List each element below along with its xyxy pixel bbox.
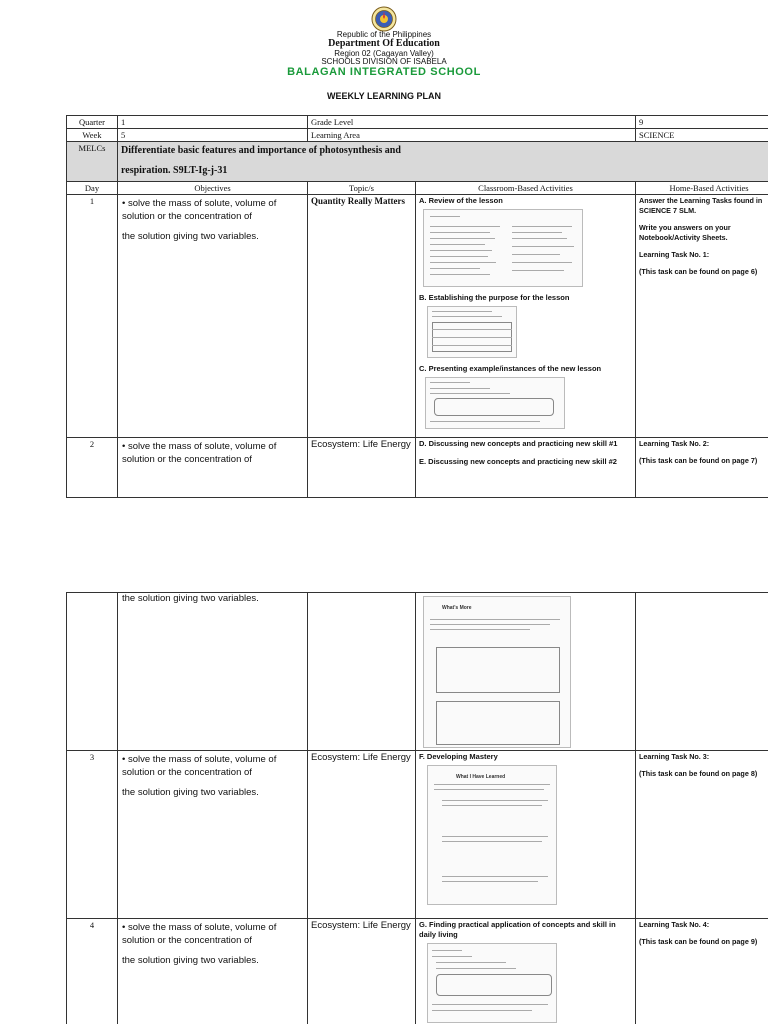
learning-task-page: (This task can be found on page 6) <box>639 267 758 276</box>
home-activities-cell <box>636 919 768 1024</box>
region-line: Region 02 (Cagayan Valley) <box>334 49 434 58</box>
table-row <box>67 438 768 498</box>
department-line: Department Of Education <box>328 38 440 49</box>
table-row <box>67 593 768 751</box>
activity-g: G. Finding practical application of concepts and skill in daily living <box>419 920 616 939</box>
col-day: Day <box>67 182 118 195</box>
activity-a: A. Review of the lesson <box>419 196 503 205</box>
melcs-line-2: respiration. S9LT-Ig-j-31 <box>121 165 228 176</box>
classroom-activities-cell <box>416 195 636 438</box>
objectives-cell <box>118 195 308 438</box>
melcs-line-1: Differentiate basic features and importance of photosynthesis and <box>121 145 401 156</box>
purpose-thumbnail <box>427 306 517 358</box>
home-instruction-2: Write you answers on your Notebook/Activity Sheets. <box>639 223 731 242</box>
classroom-activities-cell <box>416 919 636 1024</box>
learning-task-label: Learning Task No. 1: <box>639 250 710 259</box>
classroom-activities-cell <box>416 438 636 498</box>
col-classroom: Classroom-Based Activities <box>416 182 636 195</box>
whats-more-thumbnail <box>423 596 571 748</box>
activity-b: B. Establishing the purpose for the lesson <box>419 293 570 302</box>
objective-text: • solve the mass of solute, volume of solution or the concentration of <box>122 198 277 222</box>
objectives-cell <box>118 751 308 919</box>
col-home: Home-Based Activities <box>636 182 768 195</box>
deped-seal-icon <box>371 6 397 32</box>
school-name: BALAGAN INTEGRATED SCHOOL <box>287 66 481 78</box>
objectives-cell <box>118 919 308 1024</box>
weekly-plan-table-part1 <box>66 115 768 498</box>
learning-task-page: (This task can be found on page 8) <box>639 769 758 778</box>
day-number: 1 <box>67 195 118 438</box>
col-topics: Topic/s <box>308 182 416 195</box>
column-header-row <box>67 182 768 195</box>
objective-text: • solve the mass of solute, volume of solution or the concentration of <box>122 922 277 946</box>
home-activities-cell <box>636 195 768 438</box>
topic-cell: Ecosystem: Life Energy <box>308 751 416 919</box>
week-label: Week <box>67 129 118 142</box>
learning-task-label: Learning Task No. 4: <box>639 920 710 929</box>
activity-d: D. Discussing new concepts and practicing new skill #1 <box>419 439 618 448</box>
what-i-have-learned-title: What I Have Learned <box>456 774 506 780</box>
whats-more-title: What's More <box>442 605 472 611</box>
home-activities-cell <box>636 438 768 498</box>
objective-text-2: the solution giving two variables. <box>122 787 259 798</box>
learning-task-page: (This task can be found on page 9) <box>639 937 758 946</box>
objective-text-2: the solution giving two variables. <box>122 955 259 966</box>
col-objectives: Objectives <box>118 182 308 195</box>
application-thumbnail <box>427 943 557 1023</box>
classroom-activities-cell <box>416 751 636 919</box>
home-activities-cell <box>636 751 768 919</box>
republic-line: Republic of the Philippines <box>336 30 432 39</box>
day-number: 4 <box>67 919 118 1024</box>
weekly-plan-table-part2 <box>66 592 768 1024</box>
topic-cell: Ecosystem: Life Energy <box>308 438 416 498</box>
activity-e: E. Discussing new concepts and practicing new skill #2 <box>419 457 617 466</box>
learning-task-label: Learning Task No. 2: <box>639 439 710 448</box>
classroom-activities-cell <box>416 593 636 751</box>
learning-task-page: (This task can be found on page 7) <box>639 456 758 465</box>
day-number: 2 <box>67 438 118 498</box>
week-value: 5 <box>118 129 308 142</box>
melcs-text <box>118 142 768 182</box>
review-thumbnail <box>423 209 583 287</box>
topic-cell: Ecosystem: Life Energy <box>308 919 416 1024</box>
grade-value: 9 <box>636 116 768 129</box>
learning-task-label: Learning Task No. 3: <box>639 752 710 761</box>
activity-c: C. Presenting example/instances of the new lesson <box>419 364 602 373</box>
activity-f: F. Developing Mastery <box>419 752 498 761</box>
quarter-value: 1 <box>118 116 308 129</box>
objectives-cell: the solution giving two variables. <box>118 593 308 751</box>
melcs-label: MELCs <box>67 142 118 182</box>
home-instruction-1: Answer the Learning Tasks found in SCIENCE 7 SLM. <box>639 196 763 215</box>
objectives-cell: • solve the mass of solute, volume of solution or the concentration of <box>118 438 308 498</box>
quarter-label: Quarter <box>67 116 118 129</box>
topic-cell: Quantity Really Matters <box>308 195 416 438</box>
area-label: Learning Area <box>308 129 636 142</box>
example-thumbnail <box>425 377 565 429</box>
area-value: SCIENCE <box>636 129 768 142</box>
table-row <box>67 195 768 438</box>
table-row <box>67 919 768 1024</box>
table-row <box>67 751 768 919</box>
objective-text-2: the solution giving two variables. <box>122 231 259 242</box>
grade-label: Grade Level <box>308 116 636 129</box>
objective-text: • solve the mass of solute, volume of solution or the concentration of <box>122 754 277 778</box>
division-line: SCHOOLS DIVISION OF ISABELA <box>321 57 447 66</box>
document-title: WEEKLY LEARNING PLAN <box>326 91 441 101</box>
day-number: 3 <box>67 751 118 919</box>
what-i-have-learned-thumbnail <box>427 765 557 905</box>
